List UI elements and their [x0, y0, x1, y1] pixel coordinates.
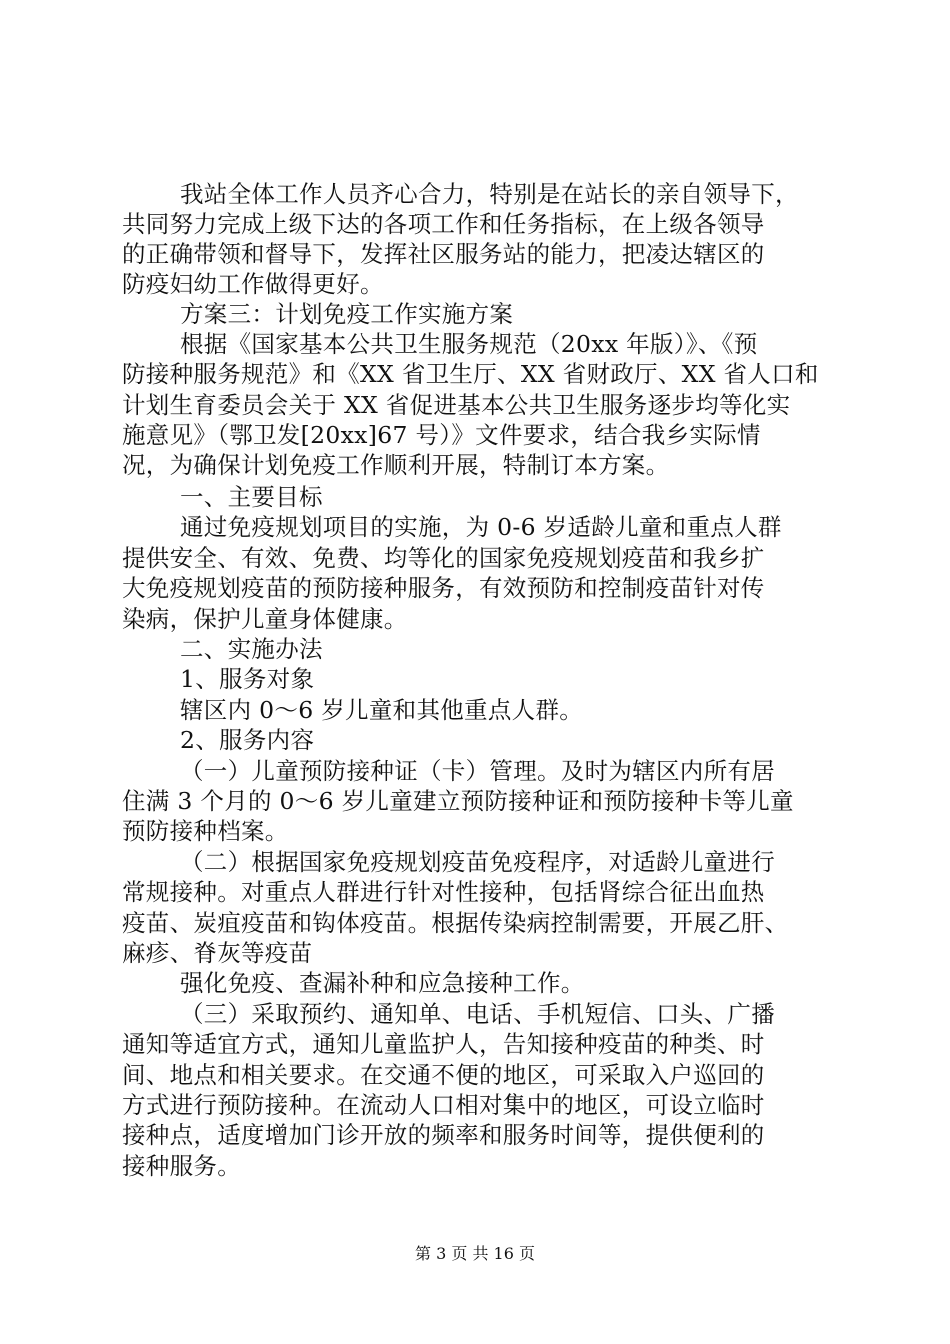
paragraph-line: 疫苗、炭疽疫苗和钩体疫苗。根据传染病控制需要，开展乙肝、 — [122, 909, 789, 937]
paragraph-line: 住满 3 个月的 0～6 岁儿童建立预防接种证和预防接种卡等儿童 — [122, 787, 794, 815]
paragraph-line: 施意见》（鄂卫发[20xx]67 号）》文件要求，结合我乡实际情 — [122, 421, 761, 449]
paragraph-line: 提供安全、有效、免费、均等化的国家免疫规划疫苗和我乡扩 — [122, 544, 765, 572]
paragraph-line: 接种点，适度增加门诊开放的频率和服务时间等，提供便利的 — [122, 1121, 765, 1149]
paragraph-line: 通知等适宜方式，通知儿童监护人，告知接种疫苗的种类、时 — [122, 1030, 765, 1058]
subsection-heading: 2、服务内容 — [180, 726, 315, 754]
paragraph-line: 预防接种档案。 — [122, 817, 289, 845]
paragraph-line: 间、地点和相关要求。在交通不便的地区，可采取入户巡回的 — [122, 1061, 765, 1089]
paragraph-line: 通过免疫规划项目的实施，为 0-6 岁适龄儿童和重点人群 — [180, 513, 782, 541]
paragraph-line: 方式进行预防接种。在流动人口相对集中的地区，可设立临时 — [122, 1091, 765, 1119]
paragraph-line: 常规接种。对重点人群进行针对性接种，包括肾综合征出血热 — [122, 878, 765, 906]
paragraph-line: 根据《国家基本公共卫生服务规范（20xx 年版）》、《预 — [180, 330, 758, 358]
paragraph-line: （三）采取预约、通知单、电话、手机短信、口头、广播 — [180, 1000, 775, 1028]
paragraph-line: 麻疹、脊灰等疫苗 — [122, 939, 313, 967]
paragraph-line: 共同努力完成上级下达的各项工作和任务指标，在上级各领导 — [122, 210, 765, 238]
paragraph-line: 防接种服务规范》和《XX 省卫生厅、XX 省财政厅、XX 省人口和 — [122, 360, 819, 388]
section-heading: 一、主要目标 — [180, 483, 323, 511]
paragraph-line: 染病，保护儿童身体健康。 — [122, 605, 408, 633]
section-heading: 二、实施办法 — [180, 635, 323, 663]
paragraph-line: （二）根据国家免疫规划疫苗免疫程序，对适龄儿童进行 — [180, 848, 775, 876]
paragraph-line: （一）儿童预防接种证（卡）管理。及时为辖区内所有居 — [180, 757, 775, 785]
paragraph-line: 计划生育委员会关于 XX 省促进基本公共卫生服务逐步均等化实 — [122, 391, 791, 419]
paragraph-line: 的正确带领和督导下，发挥社区服务站的能力，把凌达辖区的 — [122, 240, 765, 268]
paragraph-line: 我站全体工作人员齐心合力，特别是在站长的亲自领导下， — [180, 180, 799, 208]
page-number-footer: 第 3 页 共 16 页 — [415, 1244, 535, 1263]
section-heading: 方案三：计划免疫工作实施方案 — [180, 300, 514, 328]
subsection-heading: 1、服务对象 — [180, 665, 315, 693]
paragraph-line: 强化免疫、查漏补种和应急接种工作。 — [180, 969, 585, 997]
paragraph-line: 防疫妇幼工作做得更好。 — [122, 270, 384, 298]
paragraph-line: 况，为确保计划免疫工作顺利开展，特制订本方案。 — [122, 451, 670, 479]
paragraph-line: 辖区内 0～6 岁儿童和其他重点人群。 — [180, 696, 584, 724]
paragraph-line: 大免疫规划疫苗的预防接种服务，有效预防和控制疫苗针对传 — [122, 574, 765, 602]
paragraph-line: 接种服务。 — [122, 1152, 241, 1180]
